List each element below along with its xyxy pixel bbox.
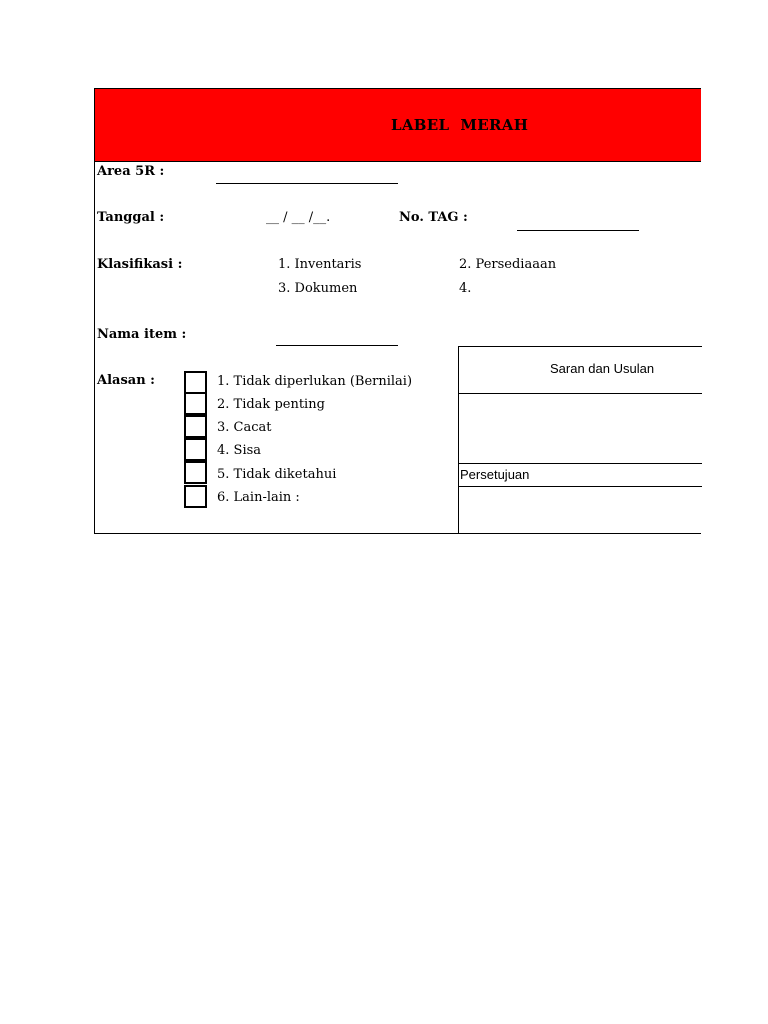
alasan-option-3: 3. Cacat bbox=[217, 420, 272, 435]
alasan-option-2: 2. Tidak penting bbox=[217, 397, 325, 412]
saran-persetujuan-panel bbox=[458, 346, 702, 533]
tanggal-value[interactable]: __ / __ /__. bbox=[266, 210, 331, 225]
nama-item-input-line[interactable] bbox=[276, 345, 398, 346]
alasan-checkbox-4[interactable] bbox=[184, 438, 207, 461]
area-input-line[interactable] bbox=[216, 183, 398, 184]
nama-item-label: Nama item : bbox=[97, 327, 187, 342]
no-tag-label: No. TAG : bbox=[399, 210, 468, 225]
alasan-option-1: 1. Tidak diperlukan (Bernilai) bbox=[217, 374, 413, 389]
alasan-option-6: 6. Lain-lain : bbox=[217, 490, 300, 505]
klasifikasi-option-4[interactable]: 4. bbox=[459, 281, 472, 296]
persetujuan-signature-area[interactable] bbox=[459, 487, 702, 532]
form-title: LABEL MERAH bbox=[391, 116, 529, 134]
saran-heading: Saran dan Usulan bbox=[550, 361, 655, 376]
area-label: Area 5R : bbox=[97, 164, 165, 179]
divider bbox=[459, 463, 702, 464]
alasan-checkbox-2[interactable] bbox=[184, 392, 207, 415]
saran-textarea[interactable] bbox=[459, 394, 702, 463]
alasan-option-5: 5. Tidak diketahui bbox=[217, 467, 337, 482]
alasan-label: Alasan : bbox=[97, 373, 155, 388]
persetujuan-label: Persetujuan bbox=[460, 467, 530, 482]
klasifikasi-option-2[interactable]: 2. Persediaaan bbox=[459, 257, 557, 272]
klasifikasi-label: Klasifikasi : bbox=[97, 257, 183, 272]
red-label-banner bbox=[95, 89, 701, 162]
klasifikasi-option-3[interactable]: 3. Dokumen bbox=[278, 281, 358, 296]
alasan-checkbox-5[interactable] bbox=[184, 461, 207, 484]
alasan-option-4: 4. Sisa bbox=[217, 443, 262, 458]
klasifikasi-option-1[interactable]: 1. Inventaris bbox=[278, 257, 362, 272]
no-tag-input-line[interactable] bbox=[517, 230, 639, 231]
tanggal-label: Tanggal : bbox=[97, 210, 165, 225]
alasan-checkbox-3[interactable] bbox=[184, 415, 207, 438]
alasan-checkbox-1[interactable] bbox=[184, 371, 207, 394]
alasan-checkbox-6[interactable] bbox=[184, 485, 207, 508]
red-tag-form bbox=[94, 88, 701, 534]
